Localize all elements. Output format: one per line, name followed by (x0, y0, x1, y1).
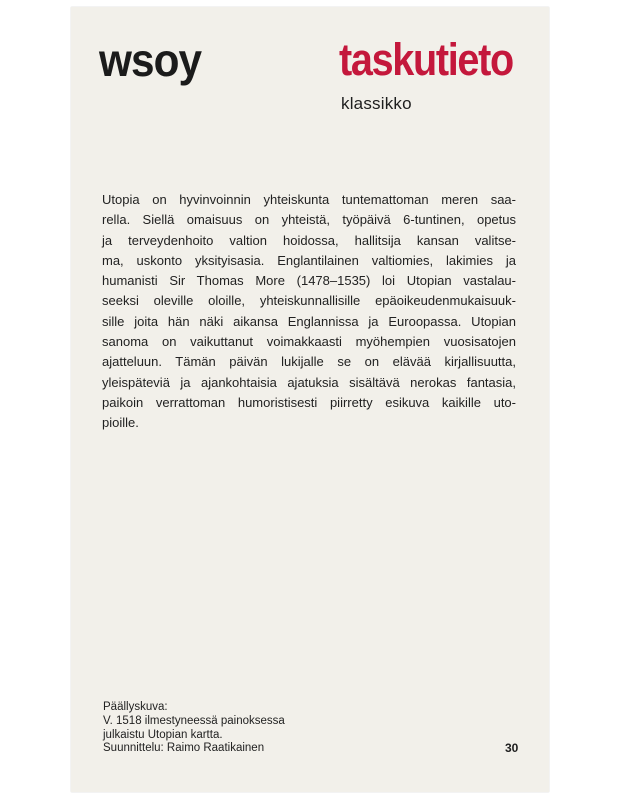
description-line: paikoin verrattoman humoristisesti piirretty esikuva kaikille uto- (102, 394, 516, 410)
back-cover (71, 7, 549, 792)
credit-line: V. 1518 ilmestyneessä painoksessa (103, 714, 285, 727)
description-line: sanoma on vaikuttanut voimakkaasti myöhempien vuosisatojen (102, 334, 516, 350)
credit-line: Päällyskuva: (103, 701, 168, 713)
cover-credits (103, 701, 285, 756)
description-line: yleispäteviä ja ajankohtaisia ajatuksia sisältävä nerokas fantasia, (102, 374, 516, 390)
description-line: humanisti Sir Thomas More (1478–1535) loi Utopian vastalau- (102, 273, 516, 289)
series-title: taskutieto (339, 34, 513, 85)
description-line: rella. Siellä omaisuus on yhteistä, työpäivä 6-tuntinen, opetus (102, 212, 516, 228)
publisher-logo: wsoy (99, 34, 202, 86)
series-subtitle: klassikko (341, 94, 412, 113)
description-line: seeksi oleville oloille, yhteiskunnallisille epäoikeudenmukaisuuk- (102, 293, 516, 309)
description-line: ja terveydenhoito valtion hoidossa, hallitsija kansan valitse- (102, 232, 516, 248)
description-line: sille joita hän näki aikansa Englannissa ja Euroopassa. Utopian (102, 313, 516, 329)
book-description (102, 190, 516, 434)
series-number: 30 (505, 741, 519, 755)
description-line: ajatteluun. Tämän päivän lukijalle se on elävää kirjallisuutta, (102, 354, 516, 370)
description-line: pioille. (102, 415, 139, 431)
description-line: Utopia on hyvinvoinnin yhteiskunta tuntemattoman meren saa- (102, 192, 516, 207)
description-line: ma, uskonto yksityisasia. Englantilainen valtiomies, lakimies ja (102, 252, 516, 268)
credit-line: julkaistu Utopian kartta. (103, 728, 223, 741)
credit-line: Suunnittelu: Raimo Raatikainen (103, 742, 265, 755)
